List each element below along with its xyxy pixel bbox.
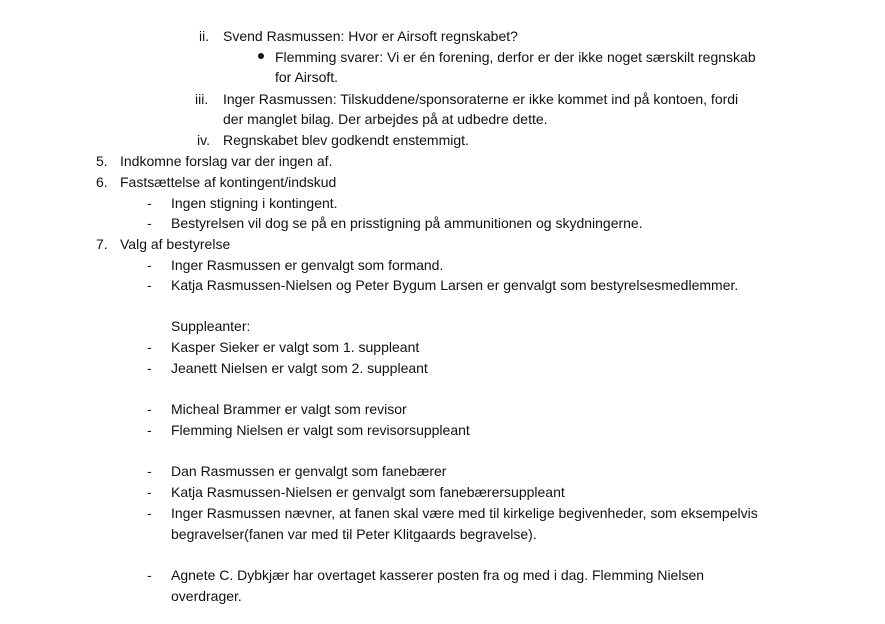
section7-point-revisor: Micheal Brammer er valgt som revisor (171, 401, 407, 417)
section7-point-formand: Inger Rasmussen er genvalgt som formand. (171, 257, 444, 273)
section6-point-2: Bestyrelsen vil dog se på en prisstigning på ammunitionen og skydningerne. (171, 215, 643, 231)
section6-point-1: Ingen stigning i kontingent. (171, 195, 338, 211)
section7-point-suppleant-1: Kasper Sieker er valgt som 1. suppleant (171, 339, 420, 355)
dash-marker: - (147, 277, 152, 293)
section7-point-kasserer-line-2: overdrager. (171, 588, 242, 604)
sub-item-iv-text: Regnskabet blev godkendt enstemmigt. (223, 132, 469, 148)
roman-marker-ii: ii. (199, 28, 210, 44)
section7-point-bestyrelse: Katja Rasmussen-Nielsen og Peter Bygum Larsen er genvalgt som bestyrelsesmedlemmer. (171, 277, 739, 293)
section7-point-fanen-line-1: Inger Rasmussen nævner, at fanen skal være med til kirkelige begivenheder, som eksempelvis (171, 505, 758, 521)
suppleanter-heading: Suppleanter: (171, 318, 251, 334)
dash-marker: - (147, 257, 152, 273)
dash-marker: - (147, 195, 152, 211)
section7-point-fanebaerersuppleant: Katja Rasmussen-Nielsen er genvalgt som fanebærersuppleant (171, 484, 565, 500)
section7-point-fanebaerer: Dan Rasmussen er genvalgt som fanebærer (171, 463, 447, 479)
numbered-marker-5: 5. (96, 153, 108, 169)
dash-marker: - (147, 567, 152, 583)
bullet-item-line-1: Flemming svarer: Vi er én forening, derfor er der ikke noget særskilt regnskab (275, 49, 756, 65)
section7-point-revisorsuppleant: Flemming Nielsen er valgt som revisorsuppleant (171, 422, 470, 438)
dash-marker: - (147, 215, 152, 231)
numbered-marker-7: 7. (96, 236, 108, 252)
bullet-item-line-2: for Airsoft. (275, 69, 339, 85)
dash-marker: - (147, 484, 152, 500)
section7-point-suppleant-2: Jeanett Nielsen er valgt som 2. suppleant (171, 360, 428, 376)
numbered-marker-6: 6. (96, 174, 108, 190)
section7-point-fanen-line-2: begravelser(fanen var med til Peter Klitgaards begravelse). (171, 526, 537, 542)
dash-marker: - (147, 422, 152, 438)
sub-item-iii-line-2: der manglet bilag. Der arbejdes på at udbedre dette. (223, 111, 548, 127)
numbered-item-6-text: Fastsættelse af kontingent/indskud (120, 174, 337, 190)
numbered-item-7-text: Valg af bestyrelse (120, 236, 231, 252)
sub-item-ii-text: Svend Rasmussen: Hvor er Airsoft regnskabet? (223, 28, 518, 44)
dash-marker: - (147, 339, 152, 355)
dash-marker: - (147, 463, 152, 479)
numbered-item-5-text: Indkomne forslag var der ingen af. (120, 153, 333, 169)
dash-marker: - (147, 401, 152, 417)
bullet-dot-icon (258, 53, 264, 59)
roman-marker-iii: iii. (195, 91, 209, 107)
dash-marker: - (147, 505, 152, 521)
sub-item-iii-line-1: Inger Rasmussen: Tilskuddene/sponsoraterne er ikke kommet ind på kontoen, fordi (223, 91, 739, 107)
dash-marker: - (147, 360, 152, 376)
roman-marker-iv: iv. (197, 132, 210, 148)
section7-point-kasserer-line-1: Agnete C. Dybkjær har overtaget kasserer posten fra og med i dag. Flemming Nielsen (171, 567, 705, 583)
